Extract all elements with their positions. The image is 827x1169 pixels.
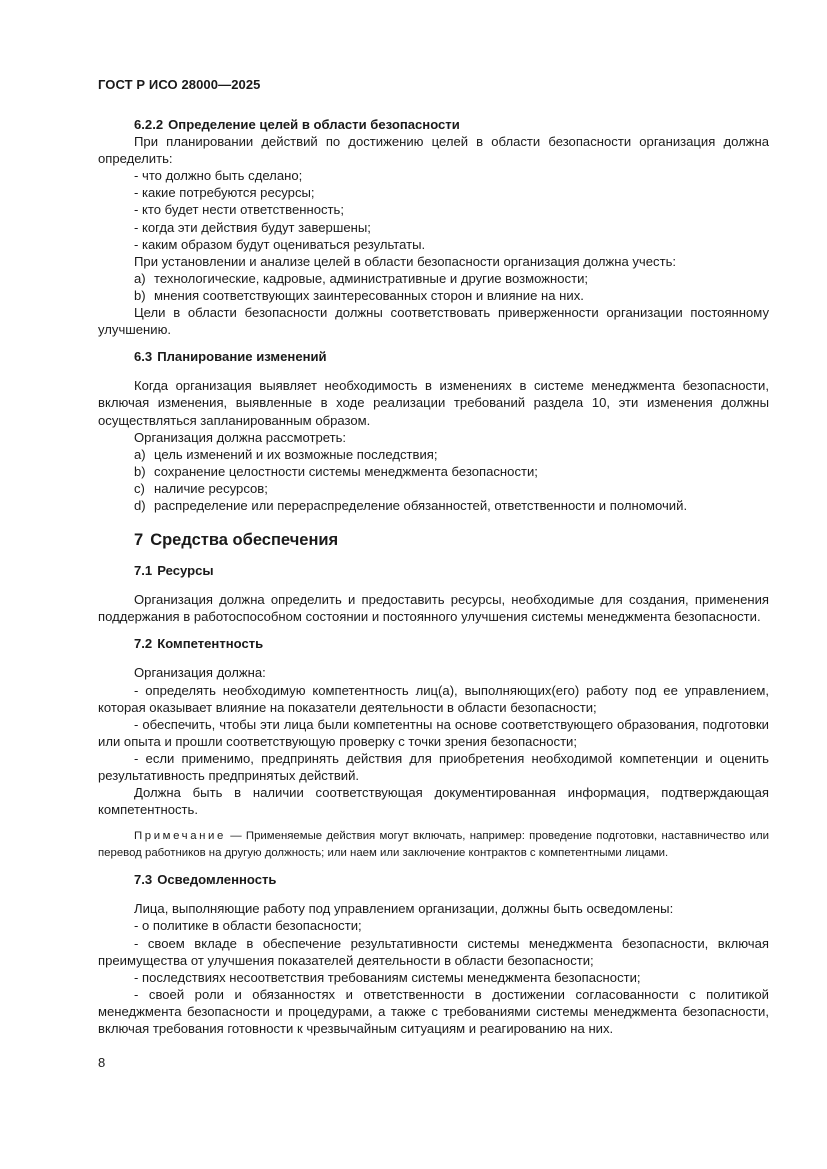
paragraph: Цели в области безопасности должны соответствовать приверженности организации постоянному улучшению. (98, 305, 769, 338)
section-6-2-2-heading (98, 116, 769, 133)
list-item (98, 463, 769, 480)
chapter-number: 7 (134, 531, 144, 550)
section-number: 7.1 (134, 563, 153, 579)
section-title: Ресурсы (157, 563, 214, 579)
page-number: 8 (98, 1055, 106, 1070)
section-7-2-heading (98, 635, 769, 652)
item-text: мнения соответствующих заинтересованных сторон и влияние на них. (154, 287, 584, 303)
list-item: - о политике в области безопасности; (134, 918, 362, 934)
document-body (98, 116, 769, 1037)
list-item (98, 270, 769, 287)
document-header: ГОСТ Р ИСО 28000—2025 (98, 77, 261, 92)
list-item: - что должно быть сделано; (134, 168, 303, 184)
section-title: Планирование изменений (157, 349, 327, 365)
section-7-3-heading (98, 871, 769, 888)
paragraph: Организация должна рассмотреть: (134, 429, 347, 445)
section-number: 7.2 (134, 636, 153, 652)
item-text: распределение или перераспределение обязанностей, ответственности и полномочий. (154, 497, 688, 513)
item-text: наличие ресурсов; (154, 480, 268, 496)
list-item (98, 287, 769, 304)
list-item: - своем вкладе в обеспечение результативности системы менеджмента безопасности, включая преимущества от улучшения показателей деятельности в области безопасности; (98, 935, 769, 968)
note-lead: Примечание (134, 830, 226, 843)
section-title: Осведомленность (157, 872, 277, 888)
item-label: b) (134, 287, 146, 303)
item-label: b) (134, 463, 146, 479)
paragraph: Организация должна определить и предоставить ресурсы, необходимые для создания, применения поддержания в работоспособном состоянии и постоянного улучшения системы менеджмента безопасности. (98, 592, 769, 625)
paragraph: Организация должна: (134, 665, 266, 681)
paragraph: При установлении и анализе целей в области безопасности организация должна учесть: (134, 253, 677, 269)
item-label: d) (134, 497, 146, 513)
section-number: 7.3 (134, 872, 153, 888)
list-item: - определять необходимую компетентность лиц(а), выполняющих(его) работу под ее управлением, которая оказывает влияние на показатели деятельности в области безопасности; (98, 682, 769, 715)
list-item: - каким образом будут оцениваться результаты. (134, 236, 426, 252)
note (98, 828, 769, 861)
item-text: сохранение целостности системы менеджмента безопасности; (154, 463, 538, 479)
chapter-title: Средства обеспечения (150, 531, 339, 550)
item-label: a) (134, 446, 146, 462)
paragraph: При планировании действий по достижению целей в области безопасности организация должна определить: (98, 134, 769, 167)
paragraph: Когда организация выявляет необходимость в изменениях в системе менеджмента безопасности, включая изменения, выявленные в ходе реализации требований раздела 10, эти изменения должны осуществляться запланированным образом. (98, 378, 769, 428)
section-number: 6.3 (134, 349, 153, 365)
list-item: - если применимо, предпринять действия для приобретения необходимой компетенции и оценить результативность предпринятых действий. (98, 750, 769, 783)
list-item: - обеспечить, чтобы эти лица были компетентны на основе соответствующего образования, подготовки или опыта и прошли соответствующую проверку с точки зрения безопасности; (98, 716, 769, 749)
list-item: - своей роли и обязанностях и ответственности в достижении согласованности с политикой менеджмента безопасности и процедурами, а также с требованиями системы менеджмента безопасности, включая требования готовности к чрезвычайным ситуациям и реагированию на них. (98, 986, 769, 1037)
list-item: - какие потребуются ресурсы; (134, 185, 315, 201)
list-item (98, 480, 769, 497)
paragraph: Лица, выполняющие работу под управлением организации, должны быть осведомлены: (134, 901, 674, 917)
section-6-3-heading (98, 348, 769, 365)
paragraph: Должна быть в наличии соответствующая документированная информация, подтверждающая компетентность. (98, 785, 769, 818)
section-7-1-heading (98, 562, 769, 579)
note-text: — Применяемые действия могут включать, например: проведение подготовки, наставничество или перевод работников на другую должность; или наем или заключение контрактов с компетентными лицами. (98, 830, 769, 859)
item-label: c) (134, 480, 145, 496)
list-item: - последствиях несоответствия требованиям системы менеджмента безопасности; (134, 969, 641, 985)
list-item: - кто будет нести ответственность; (134, 202, 344, 218)
section-number: 6.2.2 (134, 117, 164, 132)
list-item (98, 497, 769, 514)
list-item (98, 446, 769, 463)
item-text: цель изменений и их возможные последствия; (154, 446, 438, 462)
list-item: - когда эти действия будут завершены; (134, 219, 371, 235)
chapter-7-heading (98, 529, 769, 551)
section-title: Определение целей в области безопасности (168, 117, 460, 132)
item-label: a) (134, 270, 146, 286)
item-text: технологические, кадровые, административные и другие возможности; (154, 270, 589, 286)
section-title: Компетентность (157, 636, 264, 652)
